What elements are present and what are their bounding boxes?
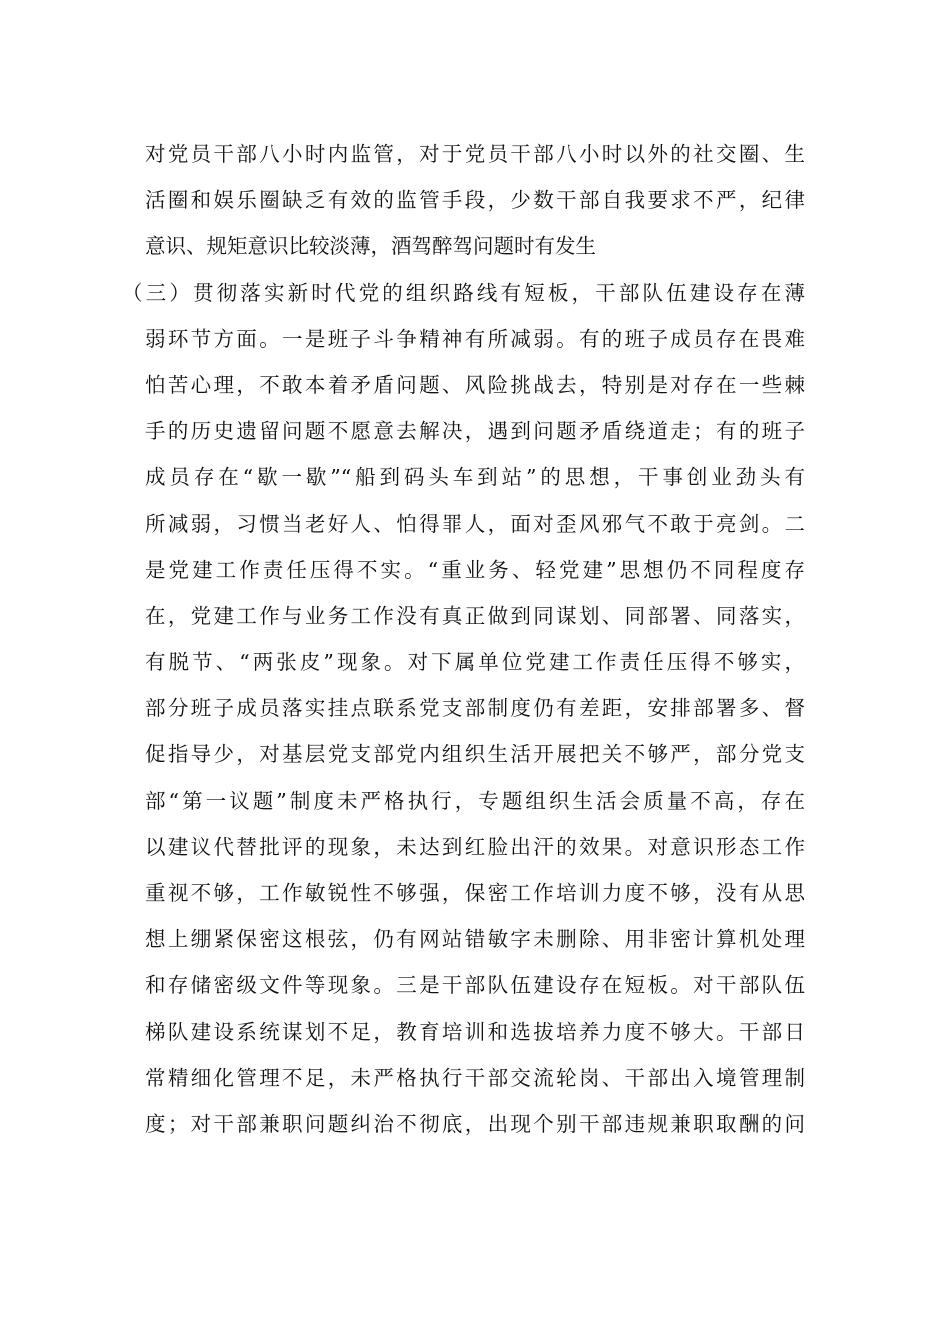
section-heading-line: （三）贯彻落实新时代党的组织路线有短板，干部队伍建设存在薄 [122,280,805,305]
text-line: 在，党建工作与业务工作没有真正做到同谋划、同部署、同落实， [145,603,805,628]
text-line: 有脱节、“两张皮”现象。对下属单位党建工作责任压得不够实， [145,650,805,675]
text-line: 意识、规矩意识比较淡薄，酒驾醉驾问题时有发生 [145,234,596,259]
body-text [122,131,805,1147]
text-line: 所减弱，习惯当老好人、怕得罪人，面对歪风邪气不敢于亮剑。二 [145,511,805,536]
text-line: 促指导少，对基层党支部党内组织生活开展把关不够严，部分党支 [145,742,805,767]
text-line: 以建议代替批评的现象，未达到红脸出汗的效果。对意识形态工作 [145,834,805,859]
text-line: 弱环节方面。一是班子斗争精神有所减弱。有的班子成员存在畏难 [145,326,805,351]
text-line: 部分班子成员落实挂点联系党支部制度仍有差距，安排部署多、督 [145,696,805,721]
text-line: 常精细化管理不足，未严格执行干部交流轮岗、干部出入境管理制 [145,1065,805,1090]
text-line: 对党员干部八小时内监管，对于党员干部八小时以外的社交圈、生 [145,142,805,166]
text-line: 度；对干部兼职问题纠治不彻底，出现个别干部违规兼职取酬的问 [145,1111,805,1136]
text-line: 怕苦心理，不敢本着矛盾问题、风险挑战去，特别是对存在一些棘 [145,372,805,397]
text-line: 成员存在“歇一歇”“船到码头车到站”的思想，干事创业劲头有 [145,465,805,490]
text-line: 想上绷紧保密这根弦，仍有网站错敏字未删除、用非密计算机处理 [145,927,805,952]
text-line: 部“第一议题”制度未严格执行，专题组织生活会质量不高，存在 [145,788,805,813]
text-line: 活圈和娱乐圈缺乏有效的监管手段，少数干部自我要求不严，纪律 [145,188,805,213]
text-line: 梯队建设系统谋划不足，教育培训和选拔培养力度不够大。干部日 [145,1019,805,1044]
text-line: 重视不够，工作敏锐性不够强，保密工作培训力度不够，没有从思 [145,881,805,905]
text-line: 手的历史遗留问题不愿意去解决，遇到问题矛盾绕道走；有的班子 [145,419,805,444]
text-line: 是党建工作责任压得不实。“重业务、轻党建”思想仍不同程度存 [145,557,805,582]
text-line: 和存储密级文件等现象。三是干部队伍建设存在短板。对干部队伍 [145,973,805,998]
